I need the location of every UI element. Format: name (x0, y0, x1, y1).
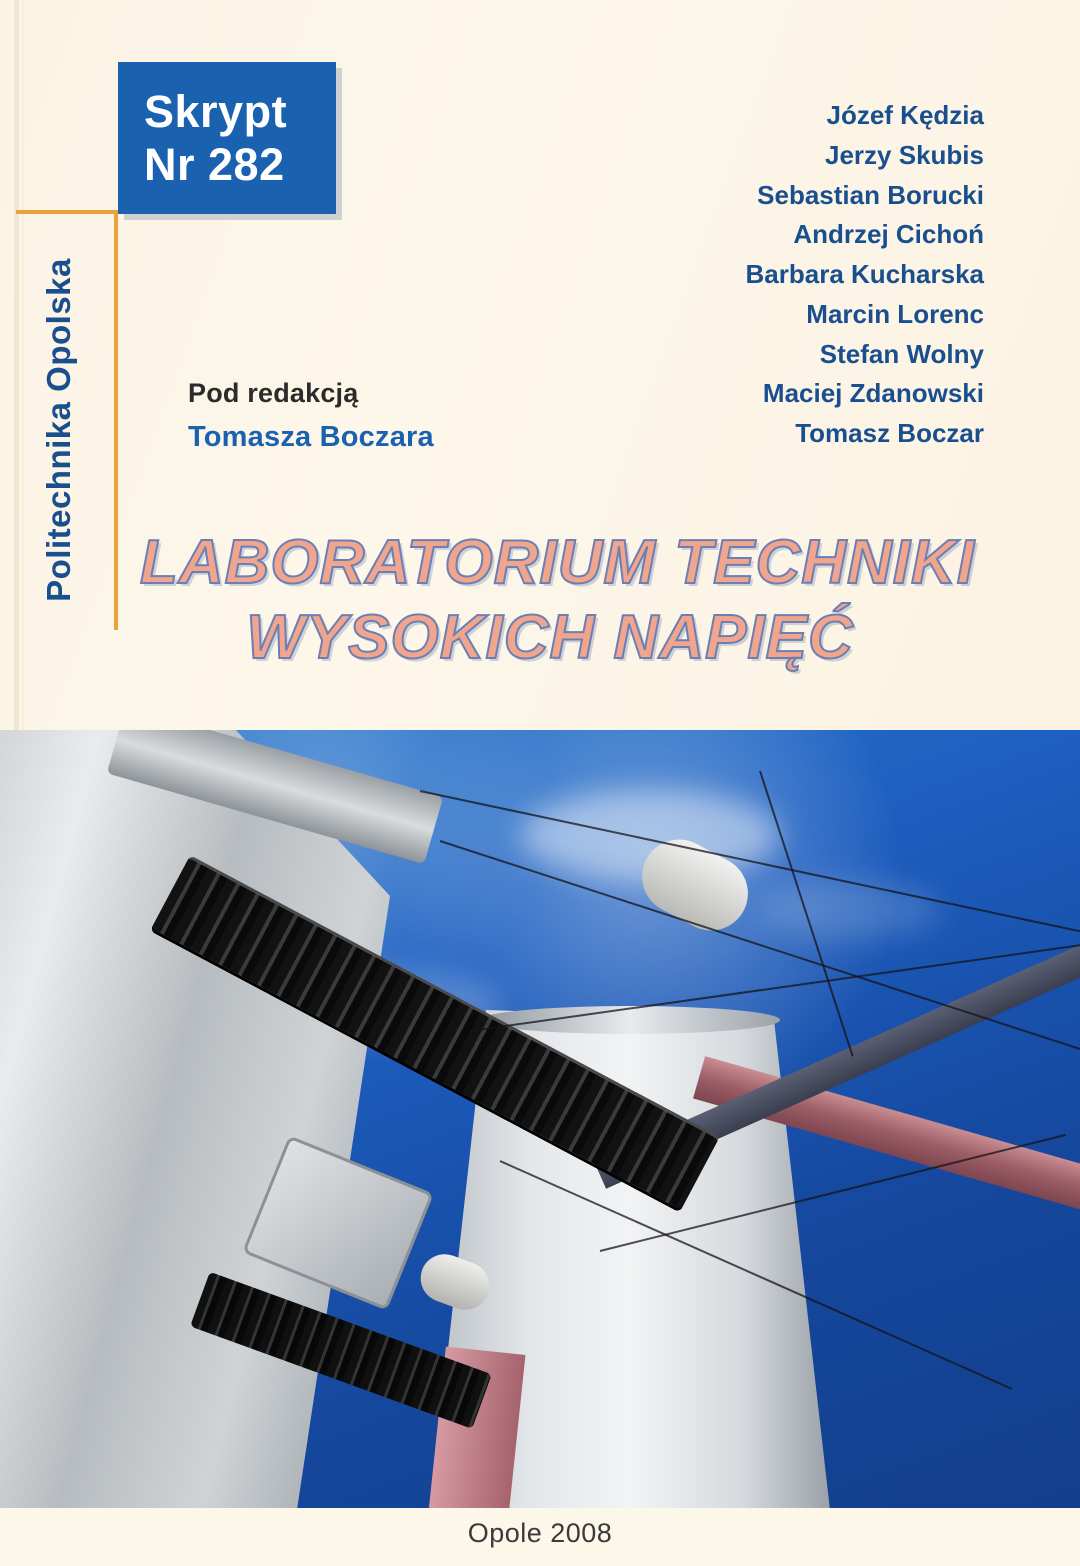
institution-name: Politechnika Opolska (40, 258, 77, 602)
spine-line (14, 0, 19, 730)
cooling-tower-rim (480, 1006, 780, 1034)
author-item: Józef Kędzia (826, 100, 984, 130)
editor-name: Tomasza Boczara (188, 421, 434, 453)
cover-footer (0, 1508, 1080, 1566)
author-list (746, 96, 984, 454)
author-item: Maciej Zdanowski (762, 378, 984, 409)
author-item: Barbara Kucharska (745, 259, 984, 290)
title-line-2: WYSOKICH NAPIĘĆ (246, 602, 854, 672)
spine-line-secondary (22, 0, 24, 730)
accent-rule-horizontal (16, 210, 116, 214)
series-label: Skrypt (144, 85, 288, 137)
author-item: Marcin Lorenc (806, 298, 984, 329)
author-item: Andrzej Cichoń (793, 219, 984, 250)
series-number: Nr 282 (144, 139, 285, 190)
cloud-shape (760, 880, 940, 940)
imprint-text: Opole 2008 (467, 1518, 613, 1548)
author-item: Sebastian Borucki (757, 179, 984, 210)
editor-label: Pod redakcją (188, 378, 359, 408)
cover-photograph (0, 730, 1080, 1508)
accent-rule-vertical (114, 210, 118, 630)
author-item: Jerzy Skubis (825, 139, 984, 170)
title-line-1: LABORATORIUM TECHNIKI (140, 528, 975, 597)
author-item: Tomasz Boczar (795, 418, 984, 449)
page-title (140, 528, 975, 672)
author-item: Stefan Wolny (819, 338, 984, 369)
series-number-box (118, 62, 336, 214)
editor-block (188, 378, 434, 454)
cover-top-panel (0, 0, 1080, 730)
